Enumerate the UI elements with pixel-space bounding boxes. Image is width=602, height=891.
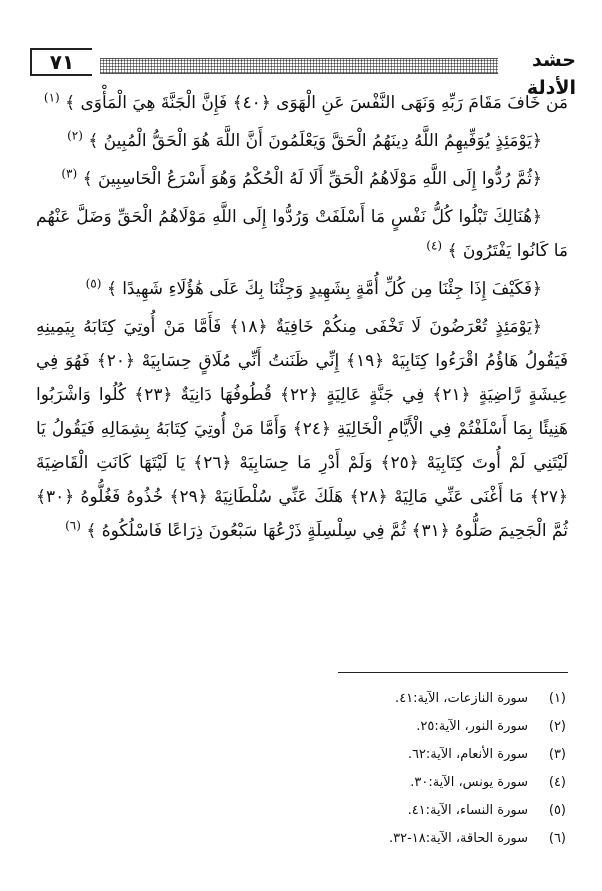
footnote xyxy=(266,768,566,796)
footnote-text: سورة النور، الآية:٢٥. xyxy=(416,718,528,734)
footnotes xyxy=(266,684,566,852)
footnote-ref: (١) xyxy=(43,90,60,105)
verse-text: ﴿يَوْمَئِذٍ يُوَفِّيهِمُ اللَّهُ دِينَهُمُ الْحَقَّ وَيَعْلَمُونَ أَنَّ اللَّهَ هُوَ الْحَقُّ الْمُبِينُ ﴾ xyxy=(88,131,542,151)
footnote xyxy=(266,684,566,712)
footnote xyxy=(266,740,566,768)
footnote xyxy=(266,824,566,852)
paragraph xyxy=(36,310,568,548)
footnote-ref: (٢) xyxy=(67,128,83,143)
footnote-text: سورة الحاقة، الآية:١٨-٣٢. xyxy=(388,830,528,846)
footnote-number: (٥) xyxy=(548,802,566,818)
footnote xyxy=(266,712,566,740)
page-number: ٧١ xyxy=(30,48,92,76)
footnote-text: سورة الأنعام، الآية:٦٢. xyxy=(407,746,528,762)
header-ornament-band xyxy=(100,58,498,74)
paragraph xyxy=(36,272,568,306)
verse-text: ﴿هُنَالِكَ تَبْلُوا كُلُّ نَفْسٍ مَا أَسْلَفَتْ وَرُدُّوا إِلَى اللَّهِ مَوْلَاهُمُ الْحَقِّ وَضَلَّ عَنْهُم مَا كَانُوا يَفْتَرُونَ ﴾ xyxy=(36,207,568,261)
paragraph xyxy=(36,200,568,268)
footnote-text: سورة يونس، الآية:٣٠. xyxy=(410,774,528,790)
footnote-number: (١) xyxy=(548,690,566,706)
footnote-number: (٣) xyxy=(548,746,566,762)
running-title: حشد الأدلة xyxy=(526,49,576,99)
verse-text: ﴿ثُمَّ رُدُّوا إِلَى اللَّهِ مَوْلَاهُمُ الْحَقِّ أَلَا لَهُ الْحُكْمُ وَهُوَ أَسْرَعُ الْحَاسِبِينَ ﴾ xyxy=(82,169,542,189)
footnote-text: سورة النازعات، الآية:٤١. xyxy=(395,690,528,706)
page-header xyxy=(30,44,576,99)
verse-text: ﴿فَكَيْفَ إِذَا جِئْنَا مِن كُلِّ أُمَّةٍ بِشَهِيدٍ وَجِئْنَا بِكَ عَلَى هَٰؤُلَاءِ شَهِيدًا ﴾ xyxy=(106,279,542,299)
footnote-number: (٤) xyxy=(548,774,566,790)
footnote-divider xyxy=(338,672,568,673)
footnote-ref: (٦) xyxy=(65,518,81,533)
main-text xyxy=(36,86,568,548)
paragraph xyxy=(36,162,568,196)
footnote-ref: (٥) xyxy=(85,276,102,291)
footnote xyxy=(266,796,566,824)
footnote-number: (٦) xyxy=(548,830,566,846)
paragraph xyxy=(36,86,568,120)
verse-text: ﴿يَوْمَئِذٍ تُعْرَضُونَ لَا تَخْفَى مِنكُمْ خَافِيَةٌ ﴿١٨﴾ فَأَمَّا مَنْ أُوتِيَ كِتَابَهُ بِيَمِينِهِ فَيَقُولُ هَاؤُمُ اقْرَءُوا كِتَابِيَهْ ﴿١٩﴾ إِنِّي ظَنَنتُ أَنِّي مُلَاقٍ حِسَابِيَهْ ﴿٢٠﴾ فَهُوَ فِي عِيشَةٍ رَّاضِيَةٍ ﴿٢١﴾ فِي جَنَّةٍ عَالِيَةٍ ﴿٢٢﴾ قُطُوفُهَا دَانِيَةٌ ﴿٢٣﴾ كُلُوا وَاشْرَبُوا هَنِيئًا بِمَا أَسْلَفْتُمْ فِي الْأَيَّامِ الْخَالِيَةِ ﴿٢٤﴾ وَأَمَّا مَنْ أُوتِيَ كِتَابَهُ بِشِمَالِهِ فَيَقُولُ يَا لَيْتَنِي لَمْ أُوتَ كِتَابِيَهْ ﴿٢٥﴾ وَلَمْ أَدْرِ مَا حِسَابِيَهْ ﴿٢٦﴾ يَا لَيْتَهَا كَانَتِ الْقَاضِيَةَ ﴿٢٧﴾ مَا أَغْنَى عَنِّي مَالِيَهْ ﴿٢٨﴾ هَلَكَ عَنِّي سُلْطَانِيَهْ ﴿٢٩﴾ خُذُوهُ فَغُلُّوهُ ﴿٣٠﴾ ثُمَّ الْجَحِيمَ صَلُّوهُ ﴿٣١﴾ ثُمَّ فِي سِلْسِلَةٍ ذَرْعُهَا سَبْعُونَ ذِرَاعًا فَاسْلُكُوهُ ﴾ xyxy=(36,317,569,541)
footnote-number: (٢) xyxy=(548,718,566,734)
footnote-text: سورة النساء، الآية:٤١. xyxy=(407,802,528,818)
footnote-ref: (٣) xyxy=(61,166,78,181)
paragraph xyxy=(36,124,568,158)
footnote-ref: (٤) xyxy=(426,238,443,253)
verse-text: مَن خَافَ مَقَامَ رَبِّهِ وَنَهَى النَّفْسَ عَنِ الْهَوَى ﴿٤٠﴾ فَإِنَّ الْجَنَّةَ هِيَ الْمَأْوَى ﴾ xyxy=(65,93,568,113)
